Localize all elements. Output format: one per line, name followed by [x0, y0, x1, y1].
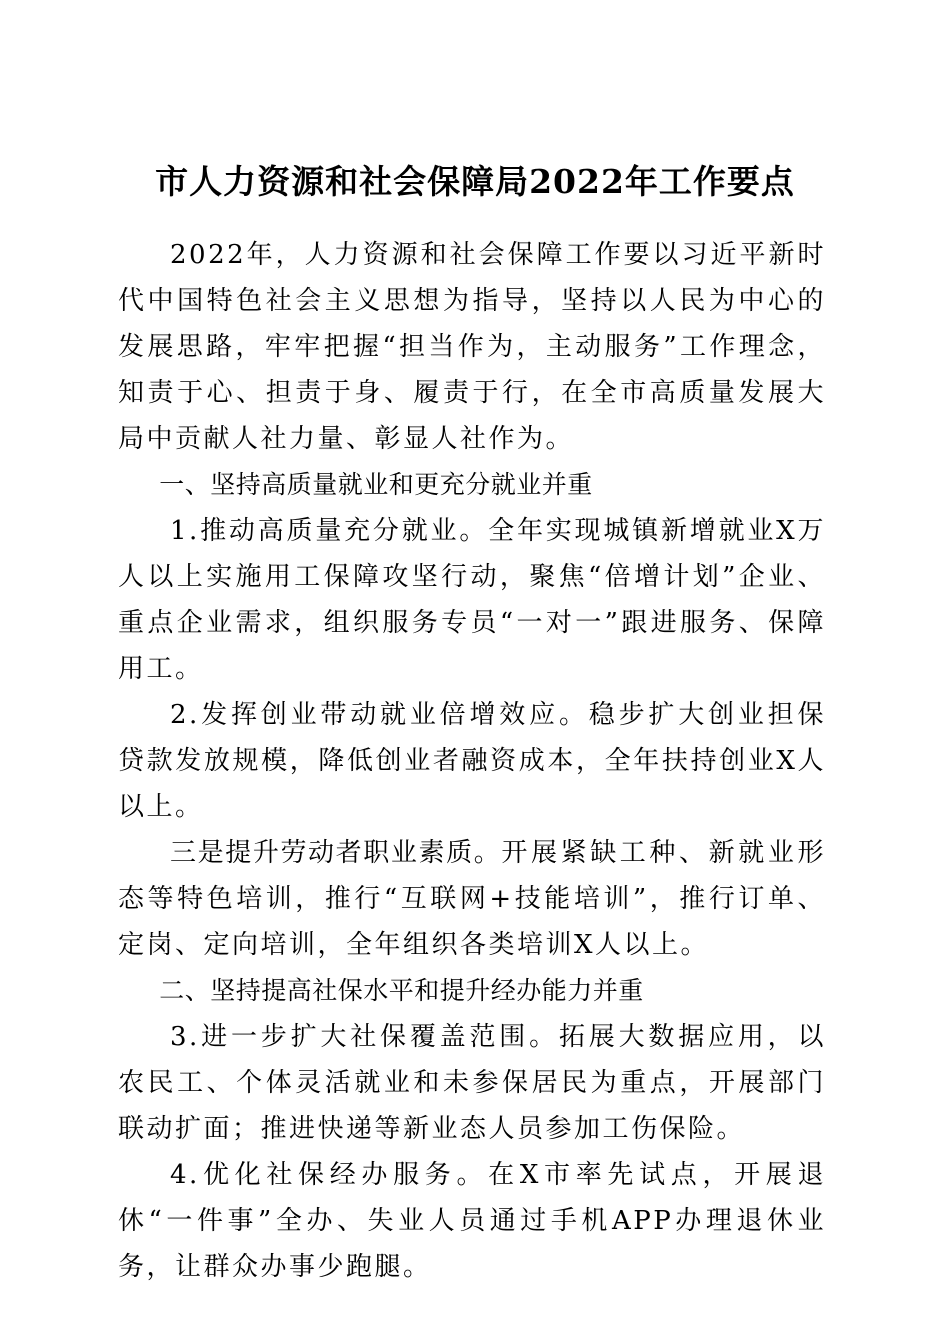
- document-title: 市人力资源和社会保障局2022年工作要点: [155, 162, 795, 202]
- section-1-item-1: 1.推动高质量充分就业。全年实现城镇新增就业X万人以上实施用工保障攻坚行动，聚焦“倍增计划”企业、重点企业需求，组织服务专员“一对一”跟进服务、保障用工。: [118, 516, 826, 684]
- section-1-item-3: [118, 830, 826, 968]
- section-1-item-3-lead: 三是提升劳动者职业素质。: [170, 838, 502, 868]
- section-2-item-3: 3.进一步扩大社保覆盖范围。拓展大数据应用，以农民工、个体灵活就业和未参保居民为重点，开展部门联动扩面；推进快递等新业态人员参加工伤保险。: [118, 1022, 826, 1144]
- section-1-heading: 一、坚持高质量就业和更充分就业并重: [159, 470, 593, 499]
- section-2-heading: 二、坚持提高社保水平和提升经办能力并重: [159, 976, 644, 1005]
- section-2-item-4: 4.优化社保经办服务。在X市率先试点，开展退休“一件事”全办、失业人员通过手机APP办理退休业务，让群众办事少跑腿。: [118, 1160, 826, 1282]
- document-body: [118, 232, 826, 1290]
- section-1-item-2: 2.发挥创业带动就业倍增效应。稳步扩大创业担保贷款发放规模，降低创业者融资成本，全年扶持创业X人以上。: [118, 700, 826, 822]
- intro-paragraph: 2022年，人力资源和社会保障工作要以习近平新时代中国特色社会主义思想为指导，坚持以人民为中心的发展思路，牢牢把握“担当作为，主动服务”工作理念，知责于心、担责于身、履责于行，在全市高质量发展大局中贡献人社力量、彰显人社作为。: [118, 240, 826, 454]
- section-1-item-3-text: 开展紧缺工种、新就业形态等特色培训，推行“互联网+技能培训”，推行订单、定岗、定向培训，全年组织各类培训X人以上。: [118, 838, 826, 960]
